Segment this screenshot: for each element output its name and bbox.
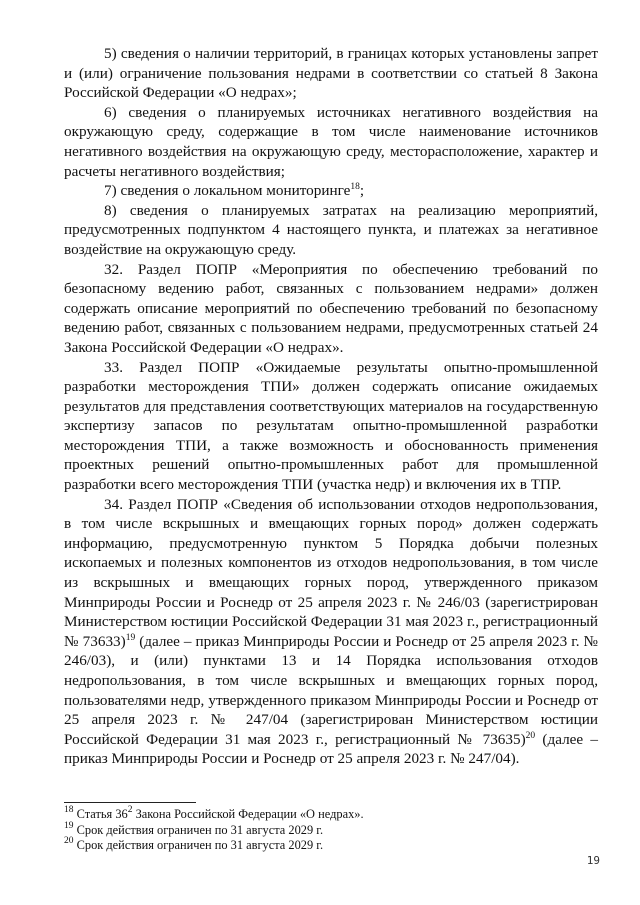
list-item-8 xyxy=(64,201,598,260)
list-item-7 xyxy=(64,181,598,201)
footnote-text: Статья 36 xyxy=(76,807,128,821)
footnote-text: Срок действия ограничен по 31 августа 2029 г. xyxy=(76,822,324,837)
footnote-separator xyxy=(64,802,196,803)
footnote-20 xyxy=(64,838,598,854)
paragraph-text: 33. Раздел ПОПР «Ожидаемые результаты опытно-промышленной разработки месторождения ТПИ» должен содержать описание ожидаемых результатов для представления соответствующих материалов на государственную экспертизу запасов по результатам опытно-промышленной разработки месторождения ТПИ, а также возможность и обоснованность применения проектных решений опытно-промышленных работ для промышленной разработки всего месторождения ТПИ (участка недр) и включения их в ТПР. xyxy=(64,358,598,494)
paragraph-text: 6) сведения о планируемых источниках негативного воздействия на окружающую среду, содержащие в том числе наименование источников негативного воздействия на окружающую среду, месторасположение, характер и расчеты негативного воздействия; xyxy=(64,103,598,180)
footnote-text: Закона Российской Федерации «О недрах». xyxy=(132,807,364,821)
section-32 xyxy=(64,260,598,358)
footnote-ref-20: 20 xyxy=(525,730,536,741)
footnote-number: 18 xyxy=(64,805,74,815)
footnote-ref-19: 19 xyxy=(125,632,136,643)
footnote-number: 19 xyxy=(64,820,74,831)
list-item-5 xyxy=(64,44,598,103)
section-33 xyxy=(64,358,598,495)
document-body xyxy=(64,44,598,769)
footnote-number: 20 xyxy=(64,836,74,847)
list-item-6 xyxy=(64,103,598,181)
footnote-superscript: 2 xyxy=(127,805,133,815)
paragraph-text: (далее – приказ Минприроды России и Роснедр от 25 апреля 2023 г. № 247/04). xyxy=(64,730,598,768)
paragraph-text: (далее – приказ Минприроды России и Роснедр от 25 апреля 2023 г. № 246/03), и (или) пунктами 13 и 14 Порядка использования отходов недропользования, в том числе вскрышных и вмещающих горных пород, пользователями недр, утвержденного приказом Минприроды России и Роснедр от 25 апреля 2023 г. № 247/04 (зарегистрирован Министерством юстиции Российской Федерации 31 мая 2023 г., регистрационный № 73635) xyxy=(64,632,598,748)
footnote-ref-18: 18 xyxy=(350,182,360,193)
paragraph-text: 8) сведения о планируемых затратах на реализацию мероприятий, предусмотренных подпунктом 4 настоящего пункта, и платежах за негативное воздействие на окружающую среду. xyxy=(64,201,598,258)
footnotes xyxy=(64,807,598,854)
page-number: 19 xyxy=(586,854,600,867)
paragraph-text: 5) сведения о наличии территорий, в границах которых установлены запрет и (или) ограничение пользования недрами в соответствии со статьей 8 Закона Российской Федерации «О недрах»; xyxy=(64,45,598,102)
footnote-18 xyxy=(64,807,598,823)
section-34 xyxy=(64,495,598,769)
footnote-19 xyxy=(64,820,598,839)
paragraph-text: 7) сведения о локальном мониторинге xyxy=(104,182,351,200)
paragraph-text: 34. Раздел ПОПР «Сведения об использовании отходов недропользования, в том числе вскрышных и вмещающих горных пород» должен содержать информацию, предусмотренную пунктом 5 Порядка добычи полезных ископаемых и полезных компонентов из отходов недропользования, в том числе из вскрышных и вмещающих горных пород, утвержденного приказом Минприроды России и Роснедр от 25 апреля 2023 г. № 246/03 (зарегистрирован Министерством юстиции Российской Федерации 31 мая 2023 г., регистрационный № 73633) xyxy=(64,495,598,650)
footnote-text: Срок действия ограничен по 31 августа 2029 г. xyxy=(76,838,324,853)
paragraph-punctuation: ; xyxy=(359,182,365,200)
paragraph-text: 32. Раздел ПОПР «Мероприятия по обеспечению требований по безопасному ведению работ, связанных с пользованием недрами» должен содержать описание мероприятий по обеспечению требований по безопасному ведению работ, связанных с пользованием недрами, предусмотренных статьей 24 Закона Российской Федерации «О недрах». xyxy=(64,260,598,356)
